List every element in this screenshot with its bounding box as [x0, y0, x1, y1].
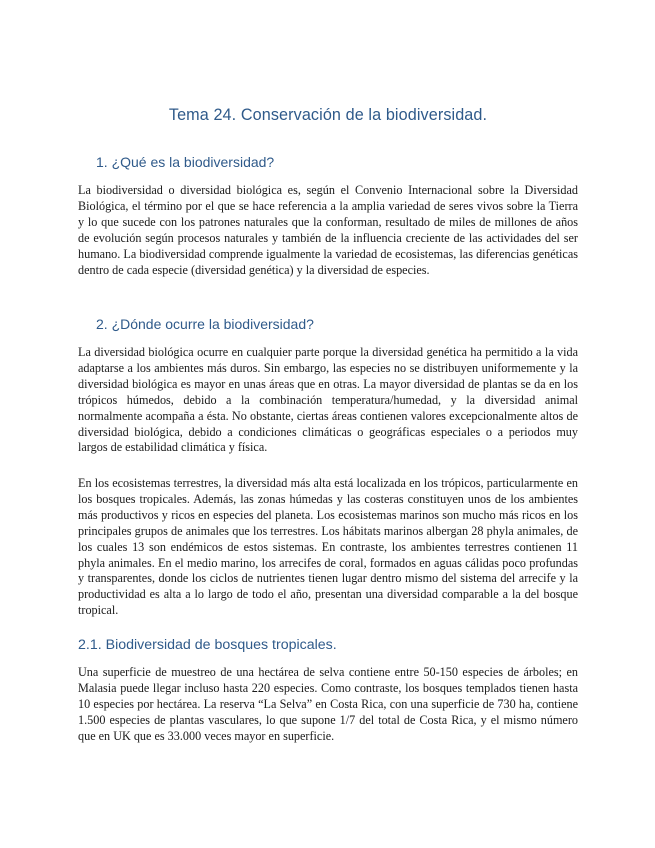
document-title: Tema 24. Conservación de la biodiversidad. — [168, 106, 488, 124]
paragraph-definicion: La biodiversidad o diversidad biológica es, según el Convenio Internacional sobre la Diversidad Biológica, el término por el que se hace referencia a la amplia variedad de seres vivos sobre la Tierra y lo que sucede con los patrones naturales que la conforman, resultado de miles de millones de años de evolución según procesos naturales y también de la influencia creciente de las actividades del ser humano. La biodiversidad comprende igualmente la variedad de ecosistemas, las diferencias genéticas dentro de cada especie (diversidad genética) y la diversidad de especies. — [78, 183, 578, 277]
paragraph-ecosistemas: En los ecosistemas terrestres, la diversidad más alta está localizada en los trópicos, particularmente en los bosques tropicales. Además, las zonas húmedas y las costeras constituyen unos de los ambientes más productivos y ricos en especies del planeta. Los ecosistemas marinos son mucho más ricos en los principales grupos de animales que los terrestres. Los hábitats marinos albergan 28 phyla animales, de los cuales 13 son endémicos de estos sistemas. En contraste, los ambientes terrestres contienen 11 phyla animales. En el medio marino, los arrecifes de coral, formados en aguas cálidas poco profundas y transparentes, donde los ciclos de nutrientes tienen lugar dentro mismo del sistema del arrecife y la productividad es alta a lo largo de todo el año, presentan una diversidad comparable a la del bosque tropical. — [78, 476, 578, 618]
section-heading-donde-ocurre: 2. ¿Dónde ocurre la biodiversidad? — [96, 316, 314, 332]
paragraph-distribucion: La diversidad biológica ocurre en cualquier parte porque la diversidad genética ha permitido a la vida adaptarse a los ambientes más duros. Sin embargo, las especies no se distribuyen uniformemente y la diversidad biológica es mayor en unas áreas que en otras. La mayor diversidad de plantas se da en los trópicos húmedos, debido a la combinación temperatura/humedad, y la diversidad animal normalmente acompaña a ésta. No obstante, ciertas áreas contienen valores excepcionalmente altos de diversidad biológica, debido a condiciones climáticas o geográficas especiales o a periodos muy largos de estabilidad climática y física. — [78, 345, 578, 455]
paragraph-bosques-tropicales: Una superficie de muestreo de una hectárea de selva contiene entre 50-150 especies de árboles; en Malasia puede llegar incluso hasta 220 especies. Como contraste, los bosques templados tienen hasta 10 especies por hectárea. La reserva “La Selva” en Costa Rica, con una superficie de 730 ha, contiene 1.500 especies de plantas vasculares, lo que supone 1/7 del total de Costa Rica, y el mismo número que en UK que es 33.000 veces mayor en superficie. — [78, 665, 578, 743]
section-heading-bosques-tropicales: 2.1. Biodiversidad de bosques tropicales. — [78, 637, 337, 653]
section-heading-que-es: 1. ¿Qué es la biodiversidad? — [96, 154, 275, 170]
